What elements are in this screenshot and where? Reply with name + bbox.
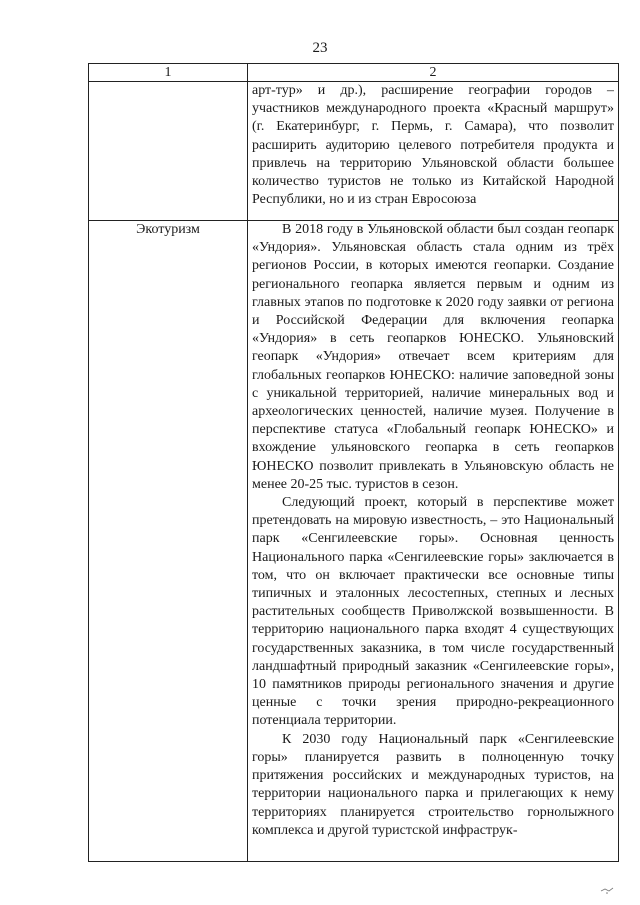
paragraph-geopark: В 2018 году в Ульяновской области был создан геопарк «Ундория». Ульяновская область стала одним из трёх регионов России, в которых имеются геопарки. Создание регионального геопарка является первым и одним из главных этапов по подготовке к 2020 году заявки от региона и Российской Федерации для включения геопарка «Ундория» в сеть геопарков ЮНЕСКО. Ульяновский геопарк «Ундория» отвечает всем критериям для глобальных геопарков ЮНЕСКО: наличие заповедной зоны с уникальной территорией, наличие минеральных вод и археологических ценностей, наличие музея. Получение в перспективе статуса «Глобальный геопарк ЮНЕСКО» и вхождение ульяновского геопарка в сеть геопарков ЮНЕСКО позволит привлекать в Ульяновскую область не менее 20-25 тыс. туристов в сезон. bbox=[252, 222, 614, 492]
table-row bbox=[89, 221, 619, 862]
page-number: 23 bbox=[312, 40, 328, 56]
paragraph-national-park: Следующий проект, который в перспективе может претендовать на мировую известность, – это Национальный парк «Сенгилеевские горы». Основная ценность Национального парка «Сенгилеевские горы» заключается в том, что он включает практически все основные типы типичных и эталонных лесостепных, степных и лесных растительных сообществ Приволжской возвышенности. В территорию национального парка входят 4 существующих государственных заказника, в том числе государственный ландшафтный природный заказник «Сенгилеевские горы», 10 памятников природы регионального значения и другие ценные с точки зрения природно-рекреационного потенциала территории. bbox=[252, 495, 614, 729]
row-category-cell: Экотуризм bbox=[89, 221, 248, 862]
column-header-1: 1 bbox=[89, 64, 248, 82]
program-table bbox=[88, 63, 619, 862]
scan-artifact-mark bbox=[600, 885, 614, 895]
row-description-cell bbox=[248, 82, 619, 221]
row-description-cell bbox=[248, 221, 619, 862]
row-category-cell bbox=[89, 82, 248, 221]
column-header-2: 2 bbox=[248, 64, 619, 82]
continuation-paragraph: арт-тур» и др.), расширение географии городов – участников международного проекта «Красный маршрут» (г. Екатеринбург, г. Пермь, г. Самара), что позволит расширить аудиторию целевого потребителя продукта и привлечь на территорию Ульяновской области большее количество туристов не только из Китайской Народной Республики, но и из стран Евросоюза bbox=[252, 83, 614, 208]
table-row bbox=[89, 82, 619, 221]
paragraph-2030-plan: К 2030 году Национальный парк «Сенгилеевские горы» планируется развить в полноценную точку притяжения российских и международных туристов, на территории национального парка и прилегающих к нему территориях планируется строительство горнолыжного комплекса и другой туристской инфраструк- bbox=[252, 731, 614, 838]
table-header-row bbox=[89, 64, 619, 82]
